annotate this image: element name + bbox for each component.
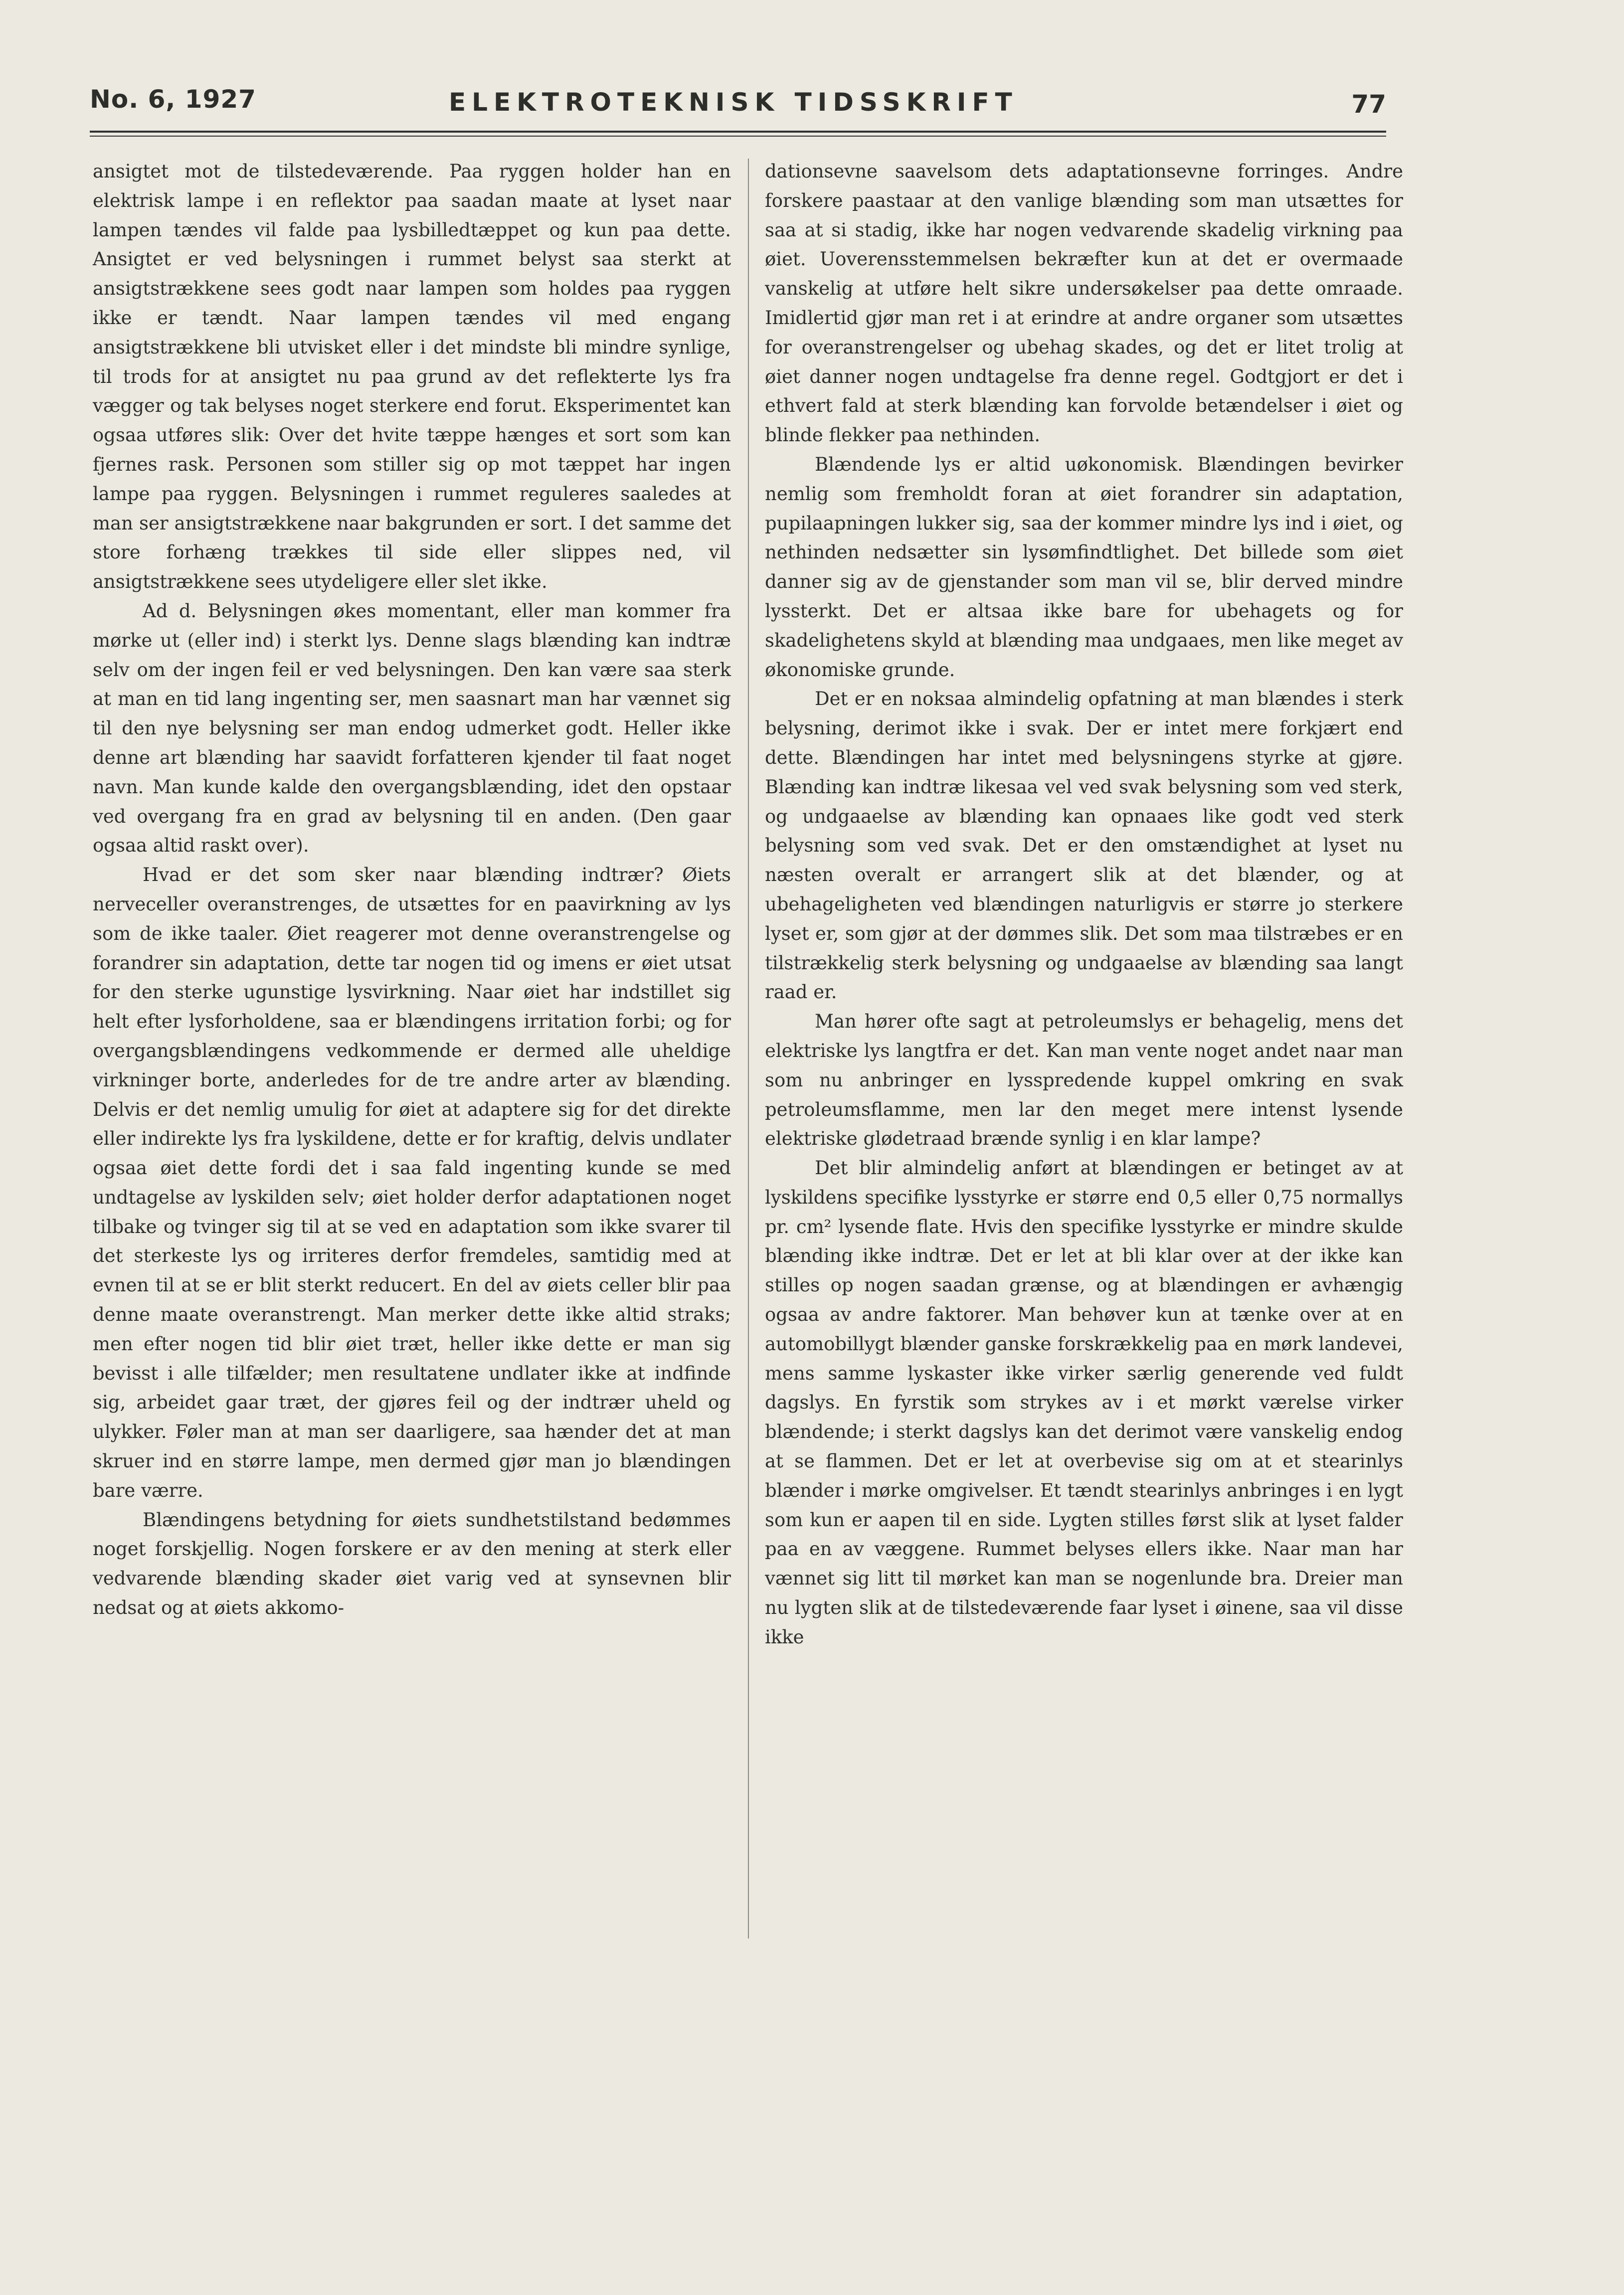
right-column bbox=[765, 157, 1403, 1652]
column-divider bbox=[748, 159, 749, 1939]
paragraph: Blændende lys er altid uøkonomisk. Blændingen bevirker nemlig som fremholdt foran at øiet forandrer sin adaptation, pupilaapningen lukker sig, saa der kommer mindre lys ind i øiet, og nethinden nedsætter sin lysømfindtlighet. Det billede som øiet danner sig av de gjenstander som man vil se, blir derved mindre lyssterkt. Det er altsaa ikke bare for ubehagets og for skadelighetens skyld at blænding maa undgaaes, men like meget av økonomiske grunde. bbox=[765, 453, 1403, 681]
paragraph: ansigtet mot de tilstedeværende. Paa ryggen holder han en elektrisk lampe i en reflektor paa saadan maate at lyset naar lampen tændes vil falde paa lysbilledtæppet og kun paa dette. Ansigtet er ved belysningen i rummet belyst saa sterkt at ansigtstrækkene sees godt naar lampen som holdes paa ryggen ikke er tændt. Naar lampen tændes vil med engang ansigtstrækkene bli utvisket eller i det mindste bli mindre synlige, til trods for at ansigtet nu paa grund av det reflekterte lys fra vægger og tak belyses noget sterkere end forut. Eksperimentet kan ogsaa utføres slik: Over det hvite tæppe hænges et sort som kan fjernes rask. Personen som stiller sig op mot tæppet har ingen lampe paa ryggen. Belysningen i rummet reguleres saaledes at man ser ansigtstrækkene naar bakgrunden er sort. I det samme det store forhæng trækkes til side eller slippes ned, vil ansigtstrækkene sees utydeligere eller slet ikke. bbox=[93, 161, 731, 593]
paragraph: dationsevne saavelsom dets adaptationsevne forringes. Andre forskere paastaar at den vanlige blænding som man utsættes for saa at si stadig, ikke har nogen vedvarende skadelig virkning paa øiet. Uoverensstemmelsen bekræfter kun at det er overmaade vanskelig at utføre helt sikre undersøkelser paa dette omraade. Imidlertid gjør man ret i at erindre at andre organer som utsættes for overanstrengelser og ubehag skades, og det er litet trolig at øiet danner nogen undtagelse fra denne regel. Godtgjort er det i ethvert fald at sterk blænding kan forvolde betændelser i øiet og blinde flekker paa nethinden. bbox=[765, 161, 1403, 446]
paragraph: Det blir almindelig anført at blændingen er betinget av at lyskildens specifike lysstyrke er større end 0,5 eller 0,75 normallys pr. cm² lysende flate. Hvis den specifike lysstyrke er mindre skulde blænding ikke indtræ. Det er let at bli klar over at der ikke kan stilles op nogen saadan grænse, og at blændingen er avhængig ogsaa av andre faktorer. Man behøver kun at tænke over at en automobillygt blænder ganske forskrækkelig paa en mørk landevei, mens samme lyskaster ikke virker særlig generende ved fuldt dagslys. En fyrstik som strykes av i et mørkt værelse virker blændende; i sterkt dagslys kan det derimot være vanskelig endog at se flammen. Det er let at overbevise sig om at et stearinlys blænder i mørke omgivelser. Et tændt stearinlys anbringes i en lygt som kun er aapen til en side. Lygten stilles først slik at lyset falder paa en av væggene. Rummet belyses ellers ikke. Naar man har vænnet sig litt til mørket kan man se nogenlunde bra. Dreier man nu lygten slik at de tilstedeværende faar lyset i øinene, saa vil disse ikke bbox=[765, 1157, 1403, 1648]
paragraph: Hvad er det som sker naar blænding indtrær? Øiets nerveceller overanstrenges, de utsættes for en paavirkning av lys som de ikke taaler. Øiet reagerer mot denne overanstrengelse og forandrer sin adaptation, dette tar nogen tid og imens er øiet utsat for den sterke ugunstige lysvirkning. Naar øiet har indstillet sig helt efter lysforholdene, saa er blændingens irritation forbi; og for overgangsblændingens vedkommende er dermed alle uheldige virkninger borte, anderledes for de tre andre arter av blænding. Delvis er det nemlig umulig for øiet at adaptere sig for det direkte eller indirekte lys fra lyskildene, dette er for kraftig, delvis undlater ogsaa øiet dette fordi det i saa fald ingenting kunde se med undtagelse av lyskilden selv; øiet holder derfor adaptationen noget tilbake og tvinger sig til at se ved en adaptation som ikke svarer til det sterkeste lys og irriteres derfor fremdeles, samtidig med at evnen til at se er blit sterkt reducert. En del av øiets celler blir paa denne maate overanstrengt. Man merker dette ikke altid straks; men efter nogen tid blir øiet træt, heller ikke dette er man sig bevisst i alle tilfælder; men resultatene undlater ikke at indfinde sig, arbeidet gaar træt, der gjøres feil og der indtrær uheld og ulykker. Føler man at man ser daarligere, saa hænder det at man skruer ind en større lampe, men dermed gjør man jo blændingen bare værre. bbox=[93, 864, 731, 1501]
paragraph: Man hører ofte sagt at petroleumslys er behagelig, mens det elektriske lys langtfra er det. Kan man vente noget andet naar man som nu anbringer en lysspredende kuppel omkring en svak petroleumsflamme, men lar den meget mere intenst lysende elektriske glødetraad brænde synlig i en klar lampe? bbox=[765, 1011, 1403, 1150]
running-header bbox=[90, 75, 1386, 125]
journal-title: ELEKTROTEKNISK TIDSSKRIFT bbox=[449, 88, 1018, 117]
issue-label: No. 6, 1927 bbox=[90, 85, 256, 114]
header-rule-thin bbox=[90, 136, 1386, 137]
left-column bbox=[93, 157, 731, 1623]
paragraph: Ad d. Belysningen økes momentant, eller man kommer fra mørke ut (eller ind) i sterkt lys. Denne slags blænding kan indtræ selv om der ingen feil er ved belysningen. Den kan være saa sterk at man en tid lang ingenting ser, men saasnart man har vænnet sig til den nye belysning ser man endog udmerket godt. Heller ikke denne art blænding har saavidt forfatteren kjender til faat noget navn. Man kunde kalde den overgangsblænding, idet den opstaar ved overgang fra en grad av belysning til en anden. (Den gaar ogsaa altid raskt over). bbox=[93, 600, 731, 857]
header-rule-thick bbox=[90, 131, 1386, 133]
paragraph: Det er en noksaa almindelig opfatning at man blændes i sterk belysning, derimot ikke i svak. Der er intet mere forkjært end dette. Blændingen har intet med belysningens styrke at gjøre. Blænding kan indtræ likesaa vel ved svak belysning som ved sterk, og undgaaelse av blænding kan opnaaes like godt ved sterk belysning som ved svak. Det er den omstændighet at lyset nu næsten overalt er arrangert slik at det blænder, og at ubehageligheten ved blændingen naturligvis er større jo sterkere lyset er, som gjør at der dømmes slik. Det som maa tilstræbes er en tilstrækkelig sterk belysning og undgaaelse av blænding saa langt raad er. bbox=[765, 688, 1403, 1003]
paragraph: Blændingens betydning for øiets sundhetstilstand bedømmes noget forskjellig. Nogen forskere er av den mening at sterk eller vedvarende blænding skader øiet varig ved at synsevnen blir nedsat og at øiets akkomo- bbox=[93, 1509, 731, 1619]
page-number: 77 bbox=[1351, 90, 1386, 119]
